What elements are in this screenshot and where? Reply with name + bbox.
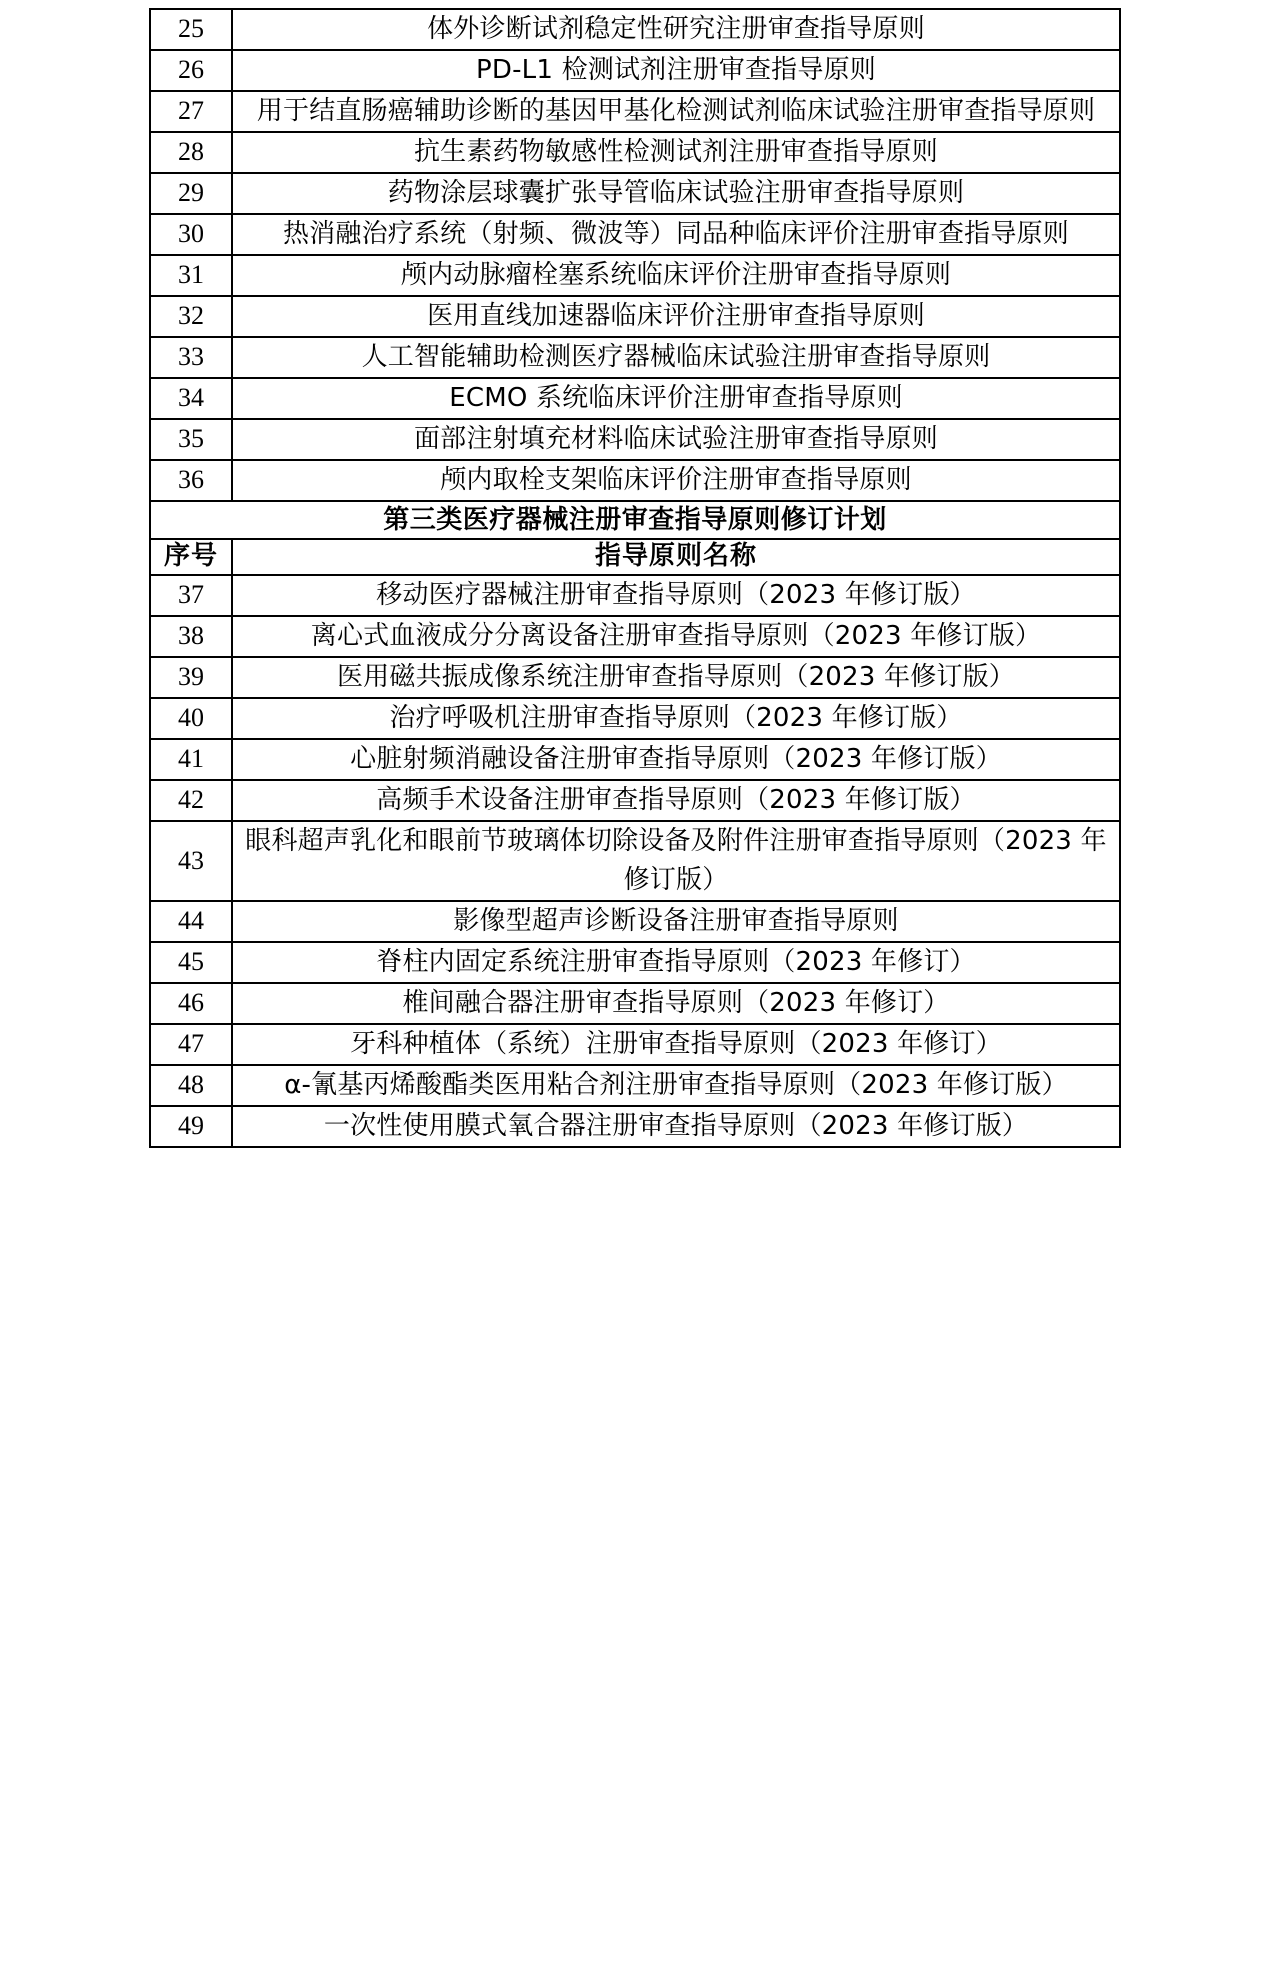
guidance-principles-table <box>149 8 1121 1148</box>
row-title: 面部注射填充材料临床试验注册审查指导原则 <box>232 419 1120 460</box>
row-number: 47 <box>150 1024 232 1065</box>
row-title: 医用直线加速器临床评价注册审查指导原则 <box>232 296 1120 337</box>
row-number: 31 <box>150 255 232 296</box>
table-row <box>150 296 1120 337</box>
row-number: 30 <box>150 214 232 255</box>
row-number: 32 <box>150 296 232 337</box>
table-row <box>150 132 1120 173</box>
row-title: ECMO 系统临床评价注册审查指导原则 <box>232 378 1120 419</box>
row-number: 34 <box>150 378 232 419</box>
table-row <box>150 942 1120 983</box>
row-title: 人工智能辅助检测医疗器械临床试验注册审查指导原则 <box>232 337 1120 378</box>
table-row <box>150 901 1120 942</box>
table-row <box>150 1106 1120 1147</box>
row-number: 28 <box>150 132 232 173</box>
row-title: 心脏射频消融设备注册审查指导原则（2023 年修订版） <box>232 739 1120 780</box>
row-number: 29 <box>150 173 232 214</box>
row-title: 脊柱内固定系统注册审查指导原则（2023 年修订） <box>232 942 1120 983</box>
row-title: 影像型超声诊断设备注册审查指导原则 <box>232 901 1120 942</box>
table-body <box>150 9 1120 1147</box>
row-title: 热消融治疗系统（射频、微波等）同品种临床评价注册审查指导原则 <box>232 214 1120 255</box>
row-number: 26 <box>150 50 232 91</box>
table-row <box>150 214 1120 255</box>
row-number: 40 <box>150 698 232 739</box>
table-row <box>150 983 1120 1024</box>
row-number: 39 <box>150 657 232 698</box>
table-row <box>150 378 1120 419</box>
table-row <box>150 698 1120 739</box>
row-number: 36 <box>150 460 232 501</box>
row-number: 38 <box>150 616 232 657</box>
row-number: 48 <box>150 1065 232 1106</box>
row-title: 用于结直肠癌辅助诊断的基因甲基化检测试剂临床试验注册审查指导原则 <box>232 91 1120 132</box>
column-header-title: 指导原则名称 <box>232 539 1120 575</box>
row-title: 颅内动脉瘤栓塞系统临床评价注册审查指导原则 <box>232 255 1120 296</box>
row-title: 椎间融合器注册审查指导原则（2023 年修订） <box>232 983 1120 1024</box>
row-title: 治疗呼吸机注册审查指导原则（2023 年修订版） <box>232 698 1120 739</box>
table-row <box>150 780 1120 821</box>
column-header-row <box>150 539 1120 575</box>
table-row <box>150 1065 1120 1106</box>
row-title: 离心式血液成分分离设备注册审查指导原则（2023 年修订版） <box>232 616 1120 657</box>
row-title: 抗生素药物敏感性检测试剂注册审查指导原则 <box>232 132 1120 173</box>
row-number: 49 <box>150 1106 232 1147</box>
row-title: 牙科种植体（系统）注册审查指导原则（2023 年修订） <box>232 1024 1120 1065</box>
table-row <box>150 460 1120 501</box>
table-row <box>150 657 1120 698</box>
table-row <box>150 255 1120 296</box>
row-number: 43 <box>150 821 232 901</box>
table-row <box>150 173 1120 214</box>
row-number: 44 <box>150 901 232 942</box>
row-title: 医用磁共振成像系统注册审查指导原则（2023 年修订版） <box>232 657 1120 698</box>
row-title: α-氰基丙烯酸酯类医用粘合剂注册审查指导原则（2023 年修订版） <box>232 1065 1120 1106</box>
table-row <box>150 337 1120 378</box>
row-title: 一次性使用膜式氧合器注册审查指导原则（2023 年修订版） <box>232 1106 1120 1147</box>
row-title: 眼科超声乳化和眼前节玻璃体切除设备及附件注册审查指导原则（2023 年修订版） <box>232 821 1120 901</box>
table-row <box>150 50 1120 91</box>
row-title: 颅内取栓支架临床评价注册审查指导原则 <box>232 460 1120 501</box>
table-row <box>150 739 1120 780</box>
section-heading-row <box>150 501 1120 539</box>
row-title: 体外诊断试剂稳定性研究注册审查指导原则 <box>232 9 1120 50</box>
table-row <box>150 91 1120 132</box>
row-title: PD-L1 检测试剂注册审查指导原则 <box>232 50 1120 91</box>
row-title: 高频手术设备注册审查指导原则（2023 年修订版） <box>232 780 1120 821</box>
table-row <box>150 419 1120 460</box>
table-row <box>150 821 1120 901</box>
row-number: 27 <box>150 91 232 132</box>
row-number: 35 <box>150 419 232 460</box>
column-header-number: 序号 <box>150 539 232 575</box>
row-number: 45 <box>150 942 232 983</box>
table-row <box>150 575 1120 616</box>
row-number: 42 <box>150 780 232 821</box>
row-number: 37 <box>150 575 232 616</box>
row-number: 46 <box>150 983 232 1024</box>
row-title: 移动医疗器械注册审查指导原则（2023 年修订版） <box>232 575 1120 616</box>
table-row <box>150 1024 1120 1065</box>
row-number: 41 <box>150 739 232 780</box>
table-row <box>150 616 1120 657</box>
row-number: 25 <box>150 9 232 50</box>
table-row <box>150 9 1120 50</box>
section-title: 第三类医疗器械注册审查指导原则修订计划 <box>150 501 1120 539</box>
row-number: 33 <box>150 337 232 378</box>
row-title: 药物涂层球囊扩张导管临床试验注册审查指导原则 <box>232 173 1120 214</box>
